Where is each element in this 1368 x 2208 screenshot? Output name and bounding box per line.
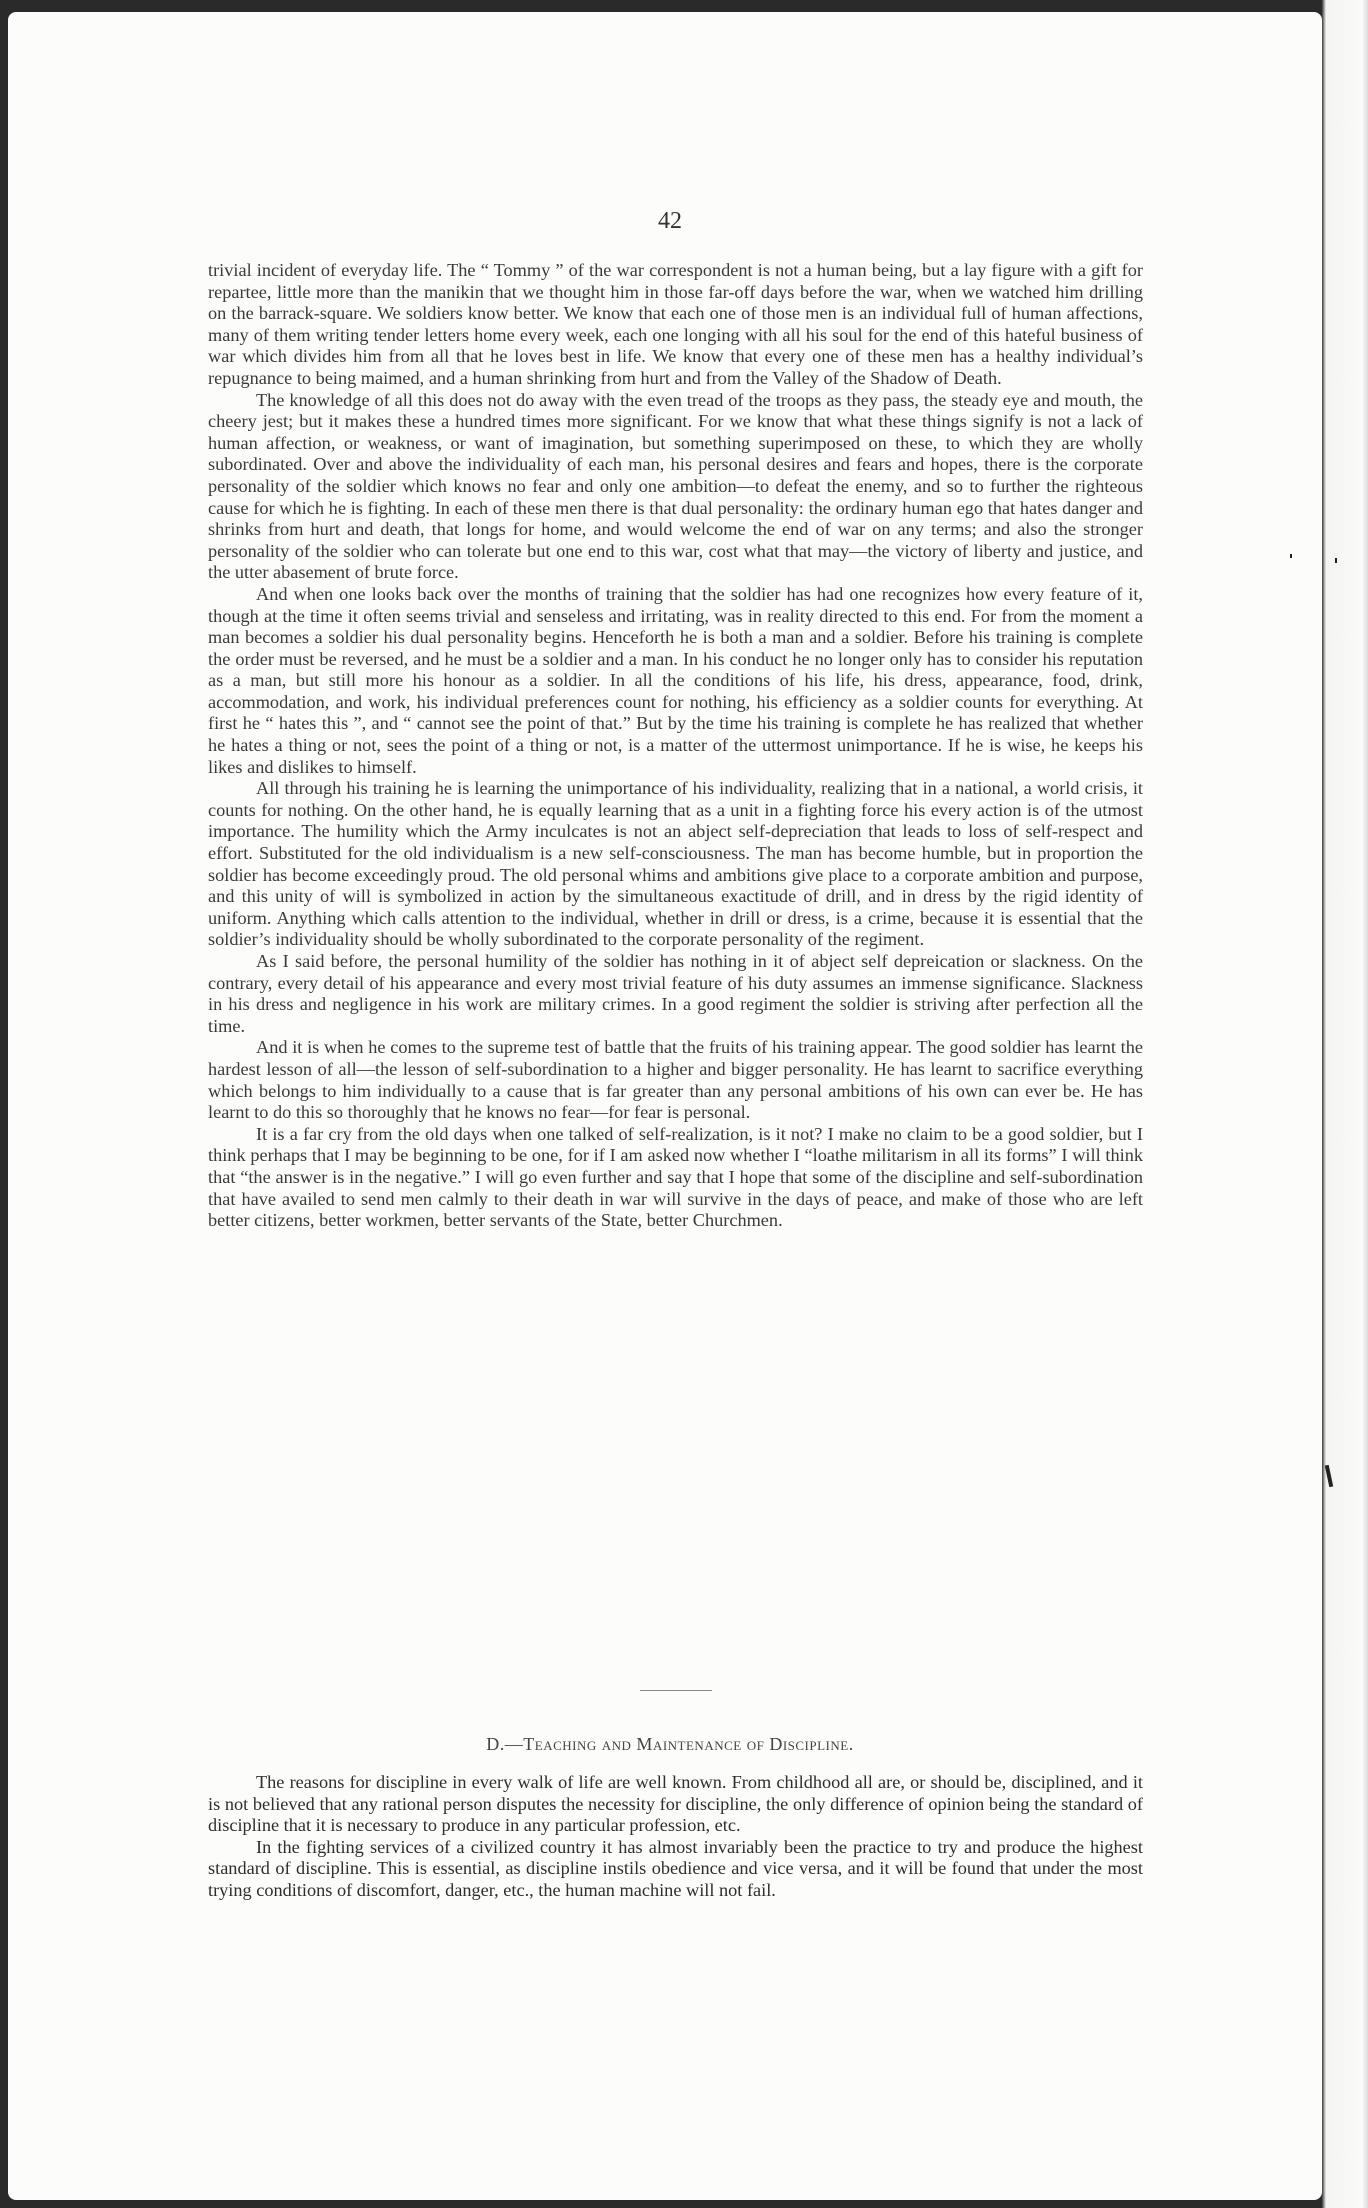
paragraph-7: It is a far cry from the old days when one talked of self-realization, is it not? I make no claim to be a good soldier, but I think perhaps that I may be beginning to be one, for if I am asked now whether I “loathe militarism in all its forms” I will think that “the answer is in the negative.” I will go even further and say that I hope that some of the discipline and self-subordination that have availed to send men calmly to their death in war will survive in the days of peace, and make of those who are left better citizens, better workmen, better servants of the State, better Churchmen. [208,1123,1143,1231]
section-body [208,1772,1143,1902]
section-paragraph-2-text: In the fighting services of a civilized country it has almost invariably been the practice to try and produce the highest standard of discipline. This is essential, as discipline instils obedience and vice versa, and it will be found that under the most trying conditions of discomfort, danger, etc., the human machine will not fail. [208,1836,1143,1900]
paragraph-6: And it is when he comes to the supreme test of battle that the fruits of his training appear. The good soldier has learnt the hardest lesson of all—the lesson of self-subordination to a higher and bigger personality. He has learnt to sacrifice everything which belongs to him individually to a cause that is far greater than any personal ambitions of his own can ever be. He has learnt to do this so thoroughly that he knows no fear—for fear is personal. [208,1037,1143,1123]
paragraph-2: The knowledge of all this does not do away with the even tread of the troops as they pass, the steady eye and mouth, the cheery jest; but it makes these a hundred times more significant. For we know that what these things signify is not a lack of human affection, or weakness, or want of imagination, but something superimposed on these, to which they are wholly subordinated. Over and above the individuality of each man, his personal desires and fears and hopes, there is the corporate personality of the soldier which knows no fear and only one ambition—to defeat the enemy, and so to further the righteous cause for which he is fighting. In each of these men there is that dual personality: the ordinary human ego that hates danger and shrinks from hurt and death, that longs for home, and would welcome the end of war on any terms; and also the stronger personality of the soldier who can tolerate but one end to this war, cost what that may—the victory of liberty and justice, and the utter abasement of brute force. [208,389,1143,583]
section-heading: D.—Teaching and Maintenance of Discipline. [486,1734,854,1754]
section-paragraph-2 [208,1837,1143,1902]
section-paragraph-1: The reasons for discipline in every walk of life are well known. From childhood all are, or should be, disciplined, and it is not believed that any rational person disputes the necessity for discipline, the only difference of opinion being the standard of discipline that it is necessary to produce in any particular profession, etc. [208,1772,1143,1836]
scan-speck-small [1335,558,1337,563]
page-number: 42 [658,208,682,234]
adjacent-page-edge [1322,0,1368,2208]
paragraph-5: As I said before, the personal humility of the soldier has nothing in it of abject self depreication or slackness. On the contrary, every detail of his appearance and every most trivial feature of his duty assumes an immense significance. Slackness in his dress and negligence in his work are military crimes. In a good regiment the soldier is striving after perfection all the time. [208,951,1143,1036]
scan-speck-small-2 [1290,554,1292,558]
paragraph-1: trivial incident of everyday life. The “ Tommy ” of the war correspondent is not a human being, but a lay figure with a gift for repartee, little more than the manikin that we thought him in those far-off days before the war, when we watched him drilling on the barrack-square. We soldiers know better. We know that each one of those men is an individual full of human affections, many of them writing tender letters home every week, each one longing with all his soul for the end of this hateful business of war which divides him from all that he loves best in life. We know that every one of these men has a healthy individual’s repugnance to being maimed, and a human shrinking from hurt and from the Valley of the Shadow of Death. [208,260,1143,388]
body-text [208,260,1143,1232]
paragraph-4: All through his training he is learning the unimportance of his individuality, realizing that in a national, a world crisis, it counts for nothing. On the other hand, he is equally learning that as a unit in a fighting force his every action is of the utmost importance. The humility which the Army inculcates is not an abject self-depreciation that leads to loss of self-respect and effort. Substituted for the old individualism is a new self-consciousness. The man has become humble, but in proportion the soldier has become exceedingly proud. The old personal whims and ambitions give place to a corporate ambition and purpose, and this unity of will is symbolized in action by the simultaneous exactitude of drill, and in dress by the rigid identity of uniform. Anything which calls attention to the individual, whether in drill or dress, is a crime, because it is essential that the soldier’s individuality should be wholly subordinated to the corporate personality of the regiment. [208,778,1143,950]
section-divider [640,1690,712,1691]
paragraph-3: And when one looks back over the months of training that the soldier has had one recognizes how every feature of it, though at the time it often seems trivial and senseless and irritating, was in reality directed to this end. For from the moment a man becomes a soldier his dual personality begins. Henceforth he is both a man and a soldier. Before his training is complete the order must be reversed, and he must be a soldier and a man. In his conduct he no longer only has to consider his reputation as a man, but still more his honour as a soldier. In all the conditions of his life, his dress, appearance, food, drink, accommodation, and work, his individual preferences count for nothing, his efficiency as a soldier counts for everything. At first he “ hates this ”, and “ cannot see the point of that.” But by the time his training is complete he has realized that whether he hates a thing or not, sees the point of a thing or not, is a matter of the uttermost unimportance. If he is wise, he keeps his likes and dislikes to himself. [208,583,1143,777]
